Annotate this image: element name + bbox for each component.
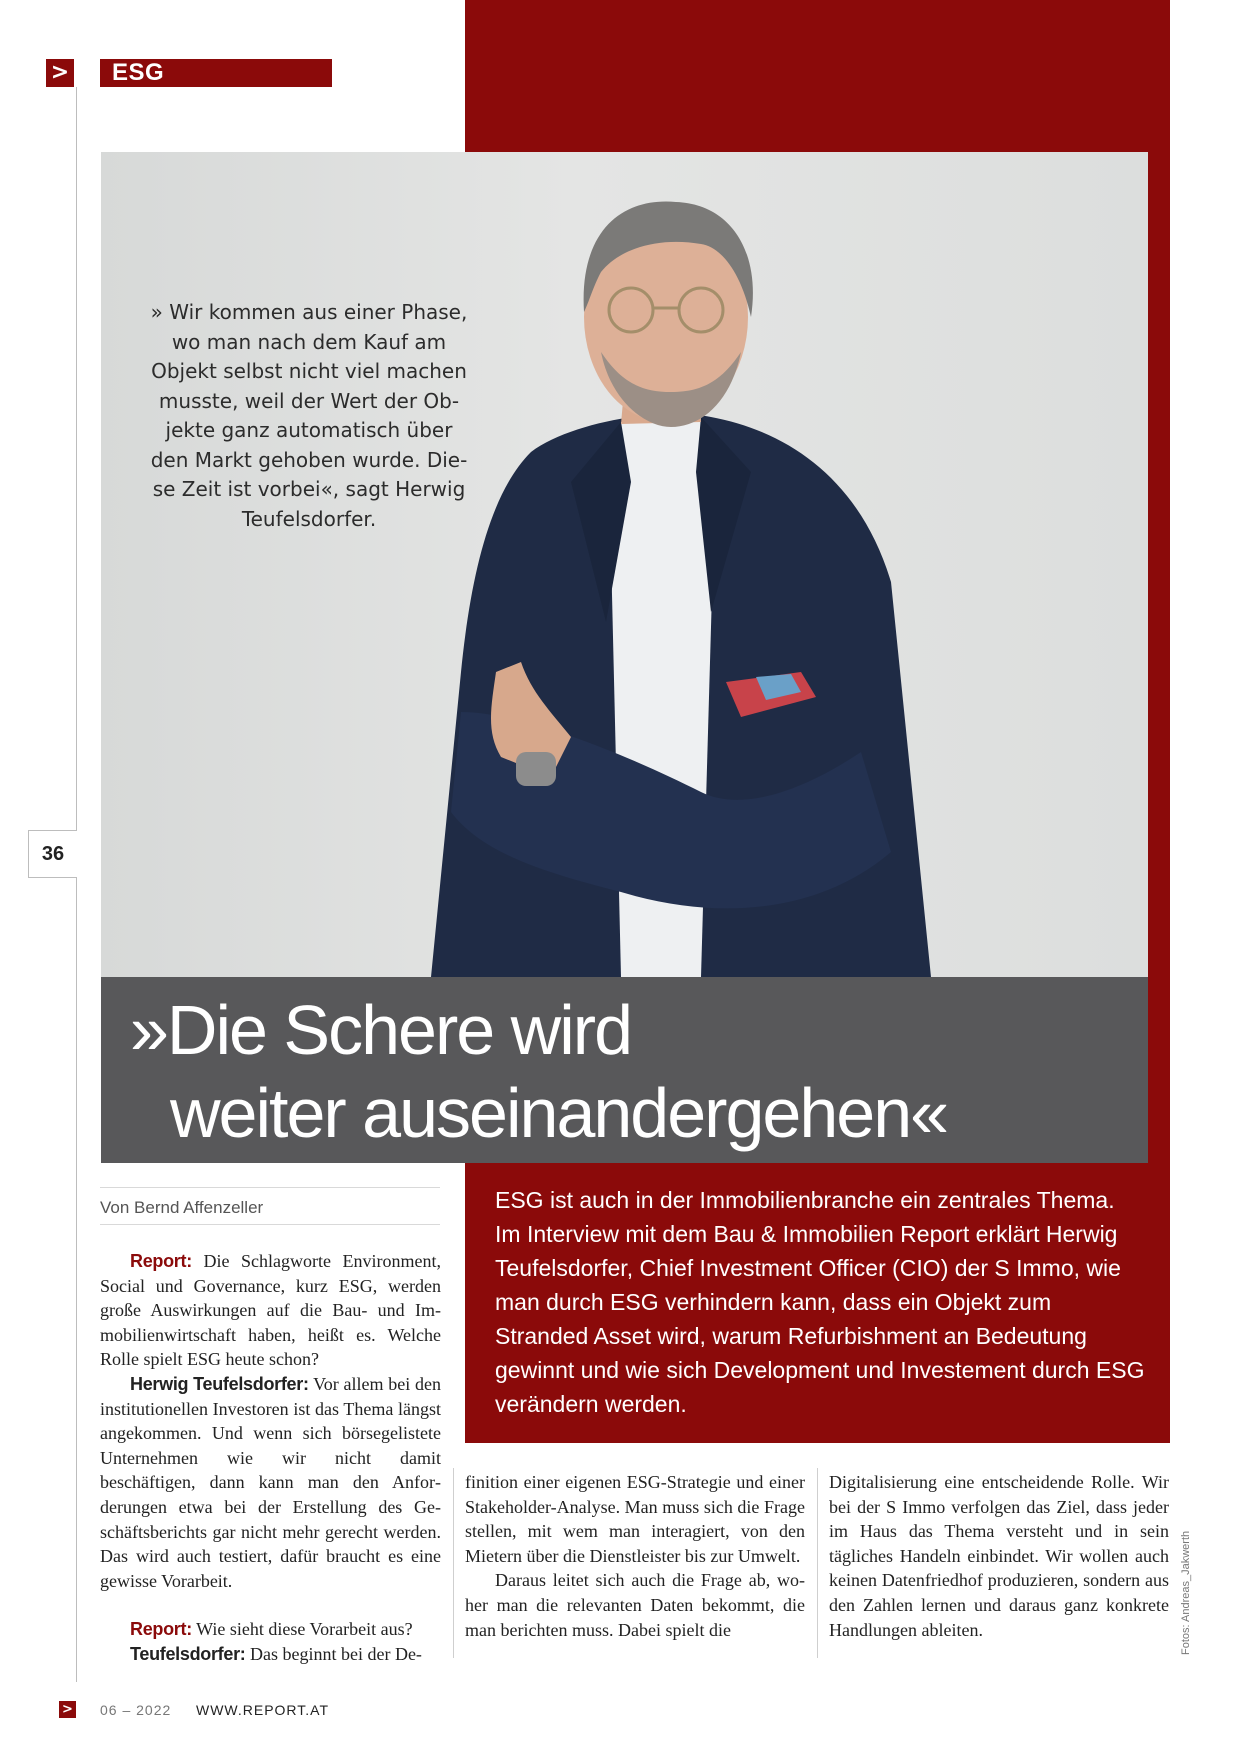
paragraph-text: Die Schlagworte Environment, Social und Governance, kurz ESG, werden große Auswirkungen auf die Bau- und Immobilienwirtschaft haben, heißt es. Welche Rolle spielt ESG heute schon? bbox=[100, 1251, 441, 1370]
speaker-label: Report: bbox=[130, 1619, 192, 1640]
section-arrow-icon: > bbox=[46, 59, 74, 87]
article-column-3 bbox=[829, 1470, 1169, 1642]
byline-rule-top bbox=[100, 1187, 440, 1188]
paragraph-gap bbox=[100, 1593, 441, 1617]
intro-text: ESG ist auch in der Immobilienbranche ein zentrales Thema. Im Interview mit dem Bau & Immobilien Report erklärt Herwig Teufelsdorfer, Chief Investment Officer (CIO) der S Immo, wie man durch ESG verhindern kann, dass ein Objekt zum Stranded Asset wird, warum Refurbishment an Bedeutung gewinnt und wie sich Development und Investement durch ESG verändern werden. bbox=[495, 1187, 1145, 1417]
footer-arrow-icon: > bbox=[59, 1701, 76, 1718]
column-divider bbox=[817, 1468, 818, 1658]
margin-rule bbox=[76, 87, 77, 1682]
paragraph-question-2 bbox=[100, 1617, 441, 1642]
speaker-label: Teufelsdorfer: bbox=[130, 1643, 246, 1664]
header-red-panel bbox=[465, 0, 1170, 152]
speaker-label: Herwig Teufelsdorfer: bbox=[130, 1373, 309, 1394]
footer-website-link[interactable]: WWW.REPORT.AT bbox=[196, 1702, 330, 1718]
headline-line-1: »Die Schere wird bbox=[130, 991, 631, 1069]
byline: Von Bernd Affenzeller bbox=[100, 1198, 264, 1217]
portrait-photo bbox=[101, 152, 1148, 977]
paragraph-text: finition einer eigenen ESG-Strategie und einer Stakeholder-Analyse. Man muss sich die Frage stellen, mit wem man interagiert, von den Mietern über die Dienstleister bis zur Umwelt. bbox=[465, 1472, 805, 1566]
portrait-illustration bbox=[101, 152, 1148, 977]
article-column-1 bbox=[100, 1249, 441, 1667]
pull-quote: » Wir kommen aus einer Phase, wo man nach dem Kauf am Objekt selbst nicht viel machen musste, weil der Wert der Objekte ganz automatisch über den Markt gehoben wurde. Diese Zeit ist vorbei«, sagt Herwig Teufelsdorfer. bbox=[150, 300, 468, 531]
speaker-label: Report: bbox=[130, 1251, 192, 1271]
side-red-panel bbox=[1148, 152, 1170, 1163]
photo-credit: Fotos: Andreas_Jakwerth bbox=[1180, 1530, 1192, 1655]
paragraph-question-1 bbox=[100, 1249, 441, 1372]
paragraph-text: Digitalisierung eine entscheidende Rolle. Wir bei der S Immo verfolgen das Ziel, dass jeder im Haus das Thema versteht und in sein tägliches Handeln einbindet. Wir wollen auch keinen Datenfriedhof produzieren, sondern aus den Zahlen lernen und daraus ganz konkrete Handlungen ableiten. bbox=[829, 1472, 1169, 1640]
paragraph-text: Vor allem bei den institutionellen Investoren ist das Thema längst angekommen. Und wenn sich börsegelistete Unternehmen wie wir nicht damit beschäftigen, dann kann man den Anforderungen etwa bei der Erstellung des Geschäftsberichts gar nicht mehr gerecht werden. Das wird auch testiert, dafür braucht es eine gewisse Vorarbeit. bbox=[100, 1373, 441, 1591]
paragraph-text: Daraus leitet sich auch die Frage ab, woher man die relevanten Daten bekommt, die man berichten muss. Dabei spielt die bbox=[465, 1570, 805, 1640]
byline-rule-bottom bbox=[100, 1224, 440, 1225]
footer-issue: 06 – 2022 bbox=[100, 1702, 172, 1718]
paragraph-answer-2 bbox=[100, 1642, 441, 1667]
paragraph-text: Wie sieht diese Vorarbeit aus? bbox=[191, 1619, 413, 1640]
headline-line-2: weiter auseinandergehen« bbox=[170, 1074, 948, 1152]
column-divider bbox=[453, 1468, 454, 1658]
article-column-2 bbox=[465, 1470, 805, 1642]
paragraph-text: Das beginnt bei der De- bbox=[245, 1643, 422, 1664]
paragraph-answer-1 bbox=[100, 1372, 441, 1593]
section-label: ESG bbox=[100, 59, 332, 87]
page-number: 36 bbox=[28, 830, 77, 878]
